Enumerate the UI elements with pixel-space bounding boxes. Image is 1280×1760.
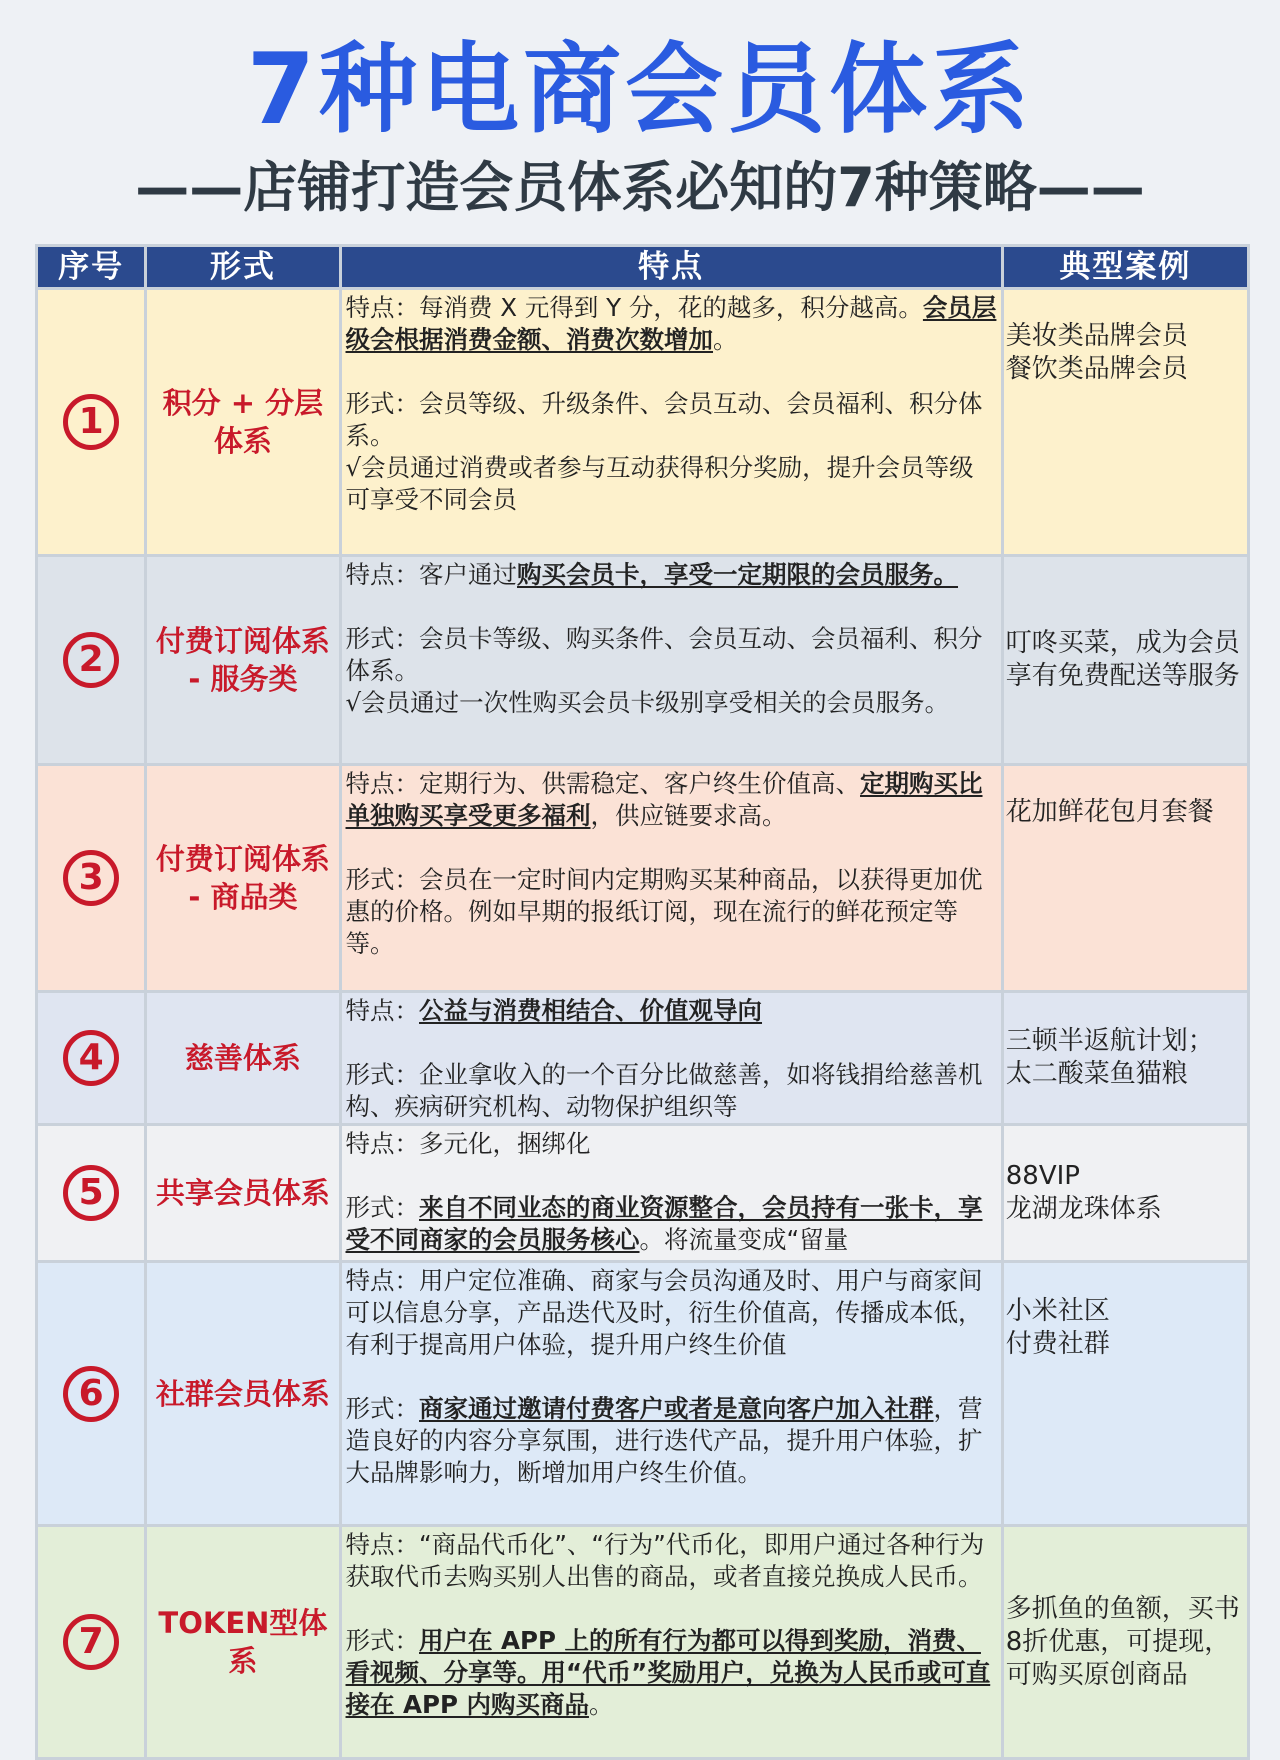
case-line: 太二酸菜鱼猫粮 (1005, 1059, 1188, 1089)
row-feature (340, 556, 1002, 765)
form-text: 形式： (345, 1394, 420, 1423)
form-highlight: 商家通过邀请付费客户或者是意向客户加入社群 (419, 1394, 934, 1423)
table-row (37, 765, 1249, 992)
case-line: 花加鲜花包月套餐 (1005, 797, 1214, 827)
feature-text: 特点：客户通过 (345, 560, 518, 589)
circled-number-icon: 1 (63, 394, 119, 450)
form-text: 形式：会员在一定时间内定期购买某种商品，以获得更加优惠的价格。例如早期的报纸订阅，现在流行的鲜花预定等等。 (345, 865, 983, 958)
form-text: 形式：会员卡等级、购买条件、会员互动、会员福利、积分体系。 (345, 624, 983, 685)
row-feature (340, 992, 1002, 1125)
row-number-cell (37, 992, 146, 1125)
header-form: 形式 (146, 246, 340, 289)
row-number-cell (37, 1125, 146, 1262)
row-number-cell (37, 289, 146, 556)
row-number-cell (37, 556, 146, 765)
row-form: TOKEN型体系 (146, 1526, 340, 1759)
feature-text-end: ，供应链要求高。 (590, 801, 787, 830)
row-case (1002, 1125, 1248, 1262)
row-case (1002, 1526, 1248, 1759)
row-feature (340, 765, 1002, 992)
form-text-end: 。将流量变成“留量 (639, 1225, 849, 1254)
row-feature (340, 1262, 1002, 1526)
table-row (37, 1526, 1249, 1759)
row-form: 付费订阅体系 - 商品类 (146, 765, 340, 992)
header-feature: 特点 (340, 246, 1002, 289)
form-text: 形式：企业拿收入的一个百分比做慈善，如将钱捐给慈善机构、疾病研究机构、动物保护组织等 (345, 1060, 983, 1121)
table-row (37, 1125, 1249, 1262)
page-title: 7种电商会员体系 (246, 33, 1034, 147)
row-case (1002, 765, 1248, 992)
row-number-cell (37, 765, 146, 992)
table-row (37, 1262, 1249, 1526)
case-line: 付费社群 (1005, 1329, 1110, 1359)
case-line: 餐饮类品牌会员 (1005, 354, 1188, 384)
feature-highlight: 定期购买比单独购买享受更多福利 (345, 769, 983, 830)
case-line: 龙湖龙珠体系 (1005, 1194, 1162, 1224)
circled-number-icon: 3 (63, 850, 119, 906)
case-line: 88VIP (1005, 1161, 1080, 1191)
note-text: √会员通过一次性购买会员卡级别享受相关的会员服务。 (345, 688, 950, 717)
feature-text: 特点： (345, 996, 420, 1025)
circled-number-icon: 6 (63, 1366, 119, 1422)
row-case (1002, 289, 1248, 556)
row-case (1002, 1262, 1248, 1526)
feature-text: 特点：“商品代币化”、“行为”代币化，即用户通过各种行为获取代币去购买别人出售的商品，或者直接兑换成人民币。 (345, 1530, 985, 1591)
table-row (37, 556, 1249, 765)
form-highlight: 用户在 APP 上的所有行为都可以得到奖励，消费、看视频、分享等。用“代币”奖励用户，兑换为人民币或可直接在 APP 内购买商品 (345, 1626, 991, 1719)
feature-text: 特点：定期行为、供需稳定、客户终生价值高、 (345, 769, 861, 798)
note-text: √会员通过消费或者参与互动获得积分奖励，提升会员等级可享受不同会员 (345, 453, 974, 514)
page-subtitle: ——店铺打造会员体系必知的7种策略—— (135, 156, 1145, 219)
feature-text: 特点：多元化，捆绑化 (345, 1129, 591, 1158)
form-text: 形式： (345, 1193, 420, 1222)
row-form: 积分 + 分层体系 (146, 289, 340, 556)
row-form: 付费订阅体系 - 服务类 (146, 556, 340, 765)
membership-table (35, 244, 1250, 1760)
row-number-cell (37, 1526, 146, 1759)
table-header-row (37, 246, 1249, 289)
row-feature (340, 289, 1002, 556)
feature-text-end: 。 (713, 325, 738, 354)
case-line: 多抓鱼的鱼额，买书8折优惠，可提现，可购买原创商品 (1005, 1593, 1240, 1690)
circled-number-icon: 4 (63, 1030, 119, 1086)
feature-text: 特点：用户定位准确、商家与会员沟通及时、用户与商家间可以信息分享，产品迭代及时，衍生价值高，传播成本低，有利于提高用户体验，提升用户终生价值 (345, 1266, 983, 1359)
row-number-cell (37, 1262, 146, 1526)
form-text-end: ，营造良好的内容分享氛围，进行迭代产品，提升用户体验，扩大品牌影响力，断增加用户终生价值。 (345, 1394, 983, 1487)
case-line: 小米社区 (1005, 1296, 1110, 1326)
table-row (37, 289, 1249, 556)
table-row (37, 992, 1249, 1125)
feature-text: 特点：每消费 X 元得到 Y 分，花的越多，积分越高。 (345, 293, 923, 322)
form-text-end: 。 (588, 1690, 614, 1719)
header-case: 典型案例 (1002, 246, 1248, 289)
case-line: 三顿半返航计划； (1005, 1026, 1214, 1056)
circled-number-icon: 7 (63, 1614, 119, 1670)
row-feature (340, 1526, 1002, 1759)
row-case (1002, 556, 1248, 765)
row-form: 慈善体系 (146, 992, 340, 1125)
feature-highlight: 公益与消费相结合、价值观导向 (419, 996, 763, 1025)
form-highlight: 来自不同业态的商业资源整合，会员持有一张卡，享受不同商家的会员服务核心 (345, 1193, 983, 1254)
case-line: 叮咚买菜，成为会员享有免费配送等服务 (1005, 628, 1240, 691)
circled-number-icon: 5 (63, 1165, 119, 1221)
row-form: 社群会员体系 (146, 1262, 340, 1526)
case-line: 美妆类品牌会员 (1005, 321, 1188, 351)
row-feature (340, 1125, 1002, 1262)
row-case (1002, 992, 1248, 1125)
circled-number-icon: 2 (63, 632, 119, 688)
feature-highlight: 会员层级会根据消费金额、消费次数增加 (345, 293, 997, 354)
form-text: 形式：会员等级、升级条件、会员互动、会员福利、积分体系。 (345, 389, 983, 450)
form-text: 形式： (345, 1626, 420, 1655)
row-form: 共享会员体系 (146, 1125, 340, 1262)
feature-highlight: 购买会员卡，享受一定期限的会员服务。 (517, 560, 959, 589)
header-no: 序号 (37, 246, 146, 289)
